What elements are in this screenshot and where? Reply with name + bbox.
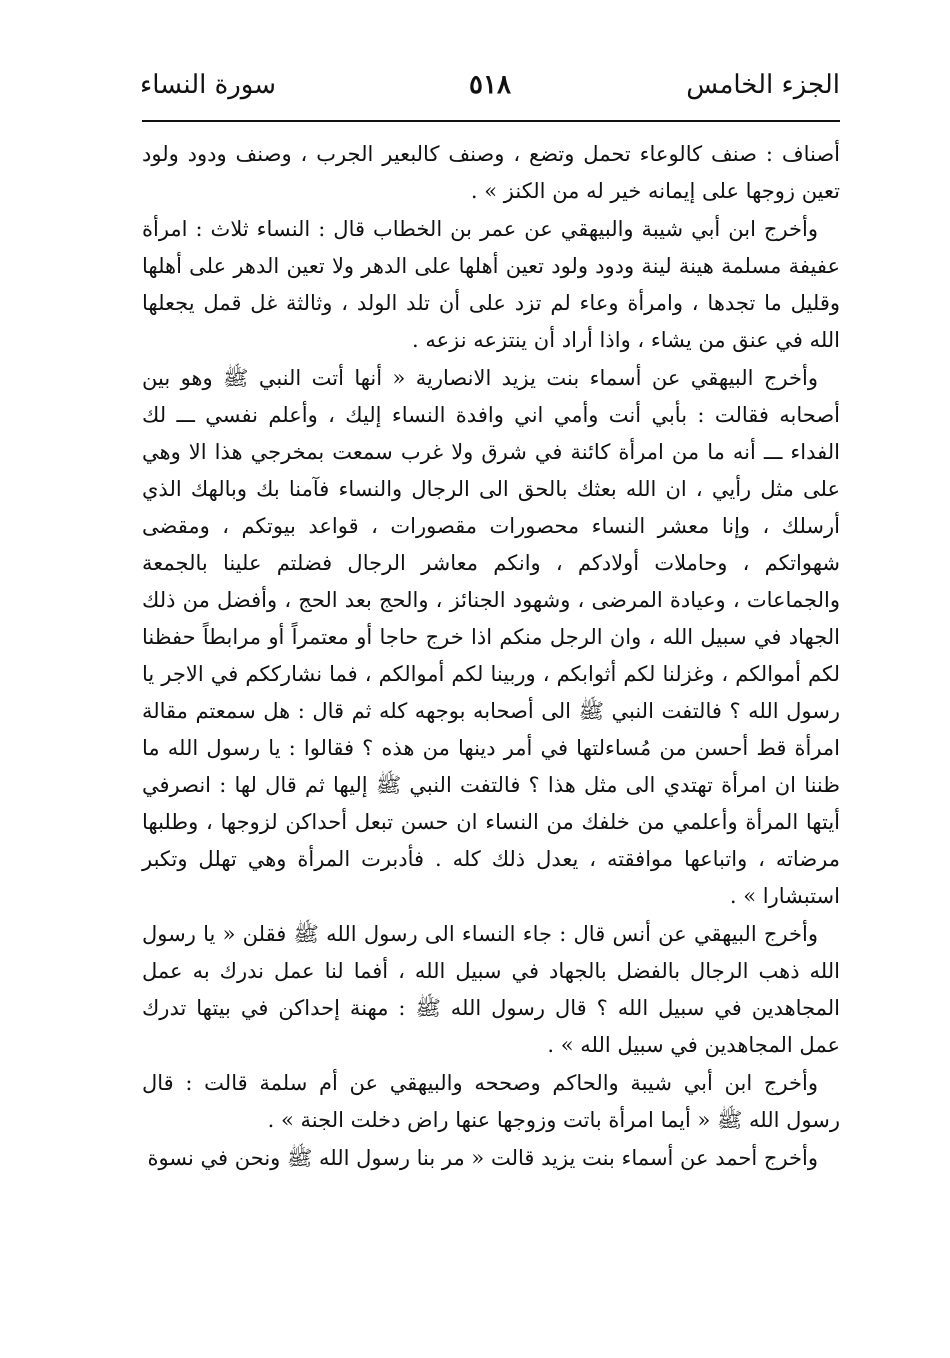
paragraph: وأخرج ابن أبي شيبة والبيهقي عن عمر بن الخطاب قال : النساء ثلاث : امرأة عفيفة مسلمة هينة لينة ودود ولود تعين أهلها على الدهر ولا تعين الدهر على أهلها وقليل ما تجدها ، وامرأة وعاء لم تزد على أن تلد الولد ، وثالثة غل قمل يجعلها الله في عنق من يشاء ، واذا أراد أن ينتزعه نزعه .: [142, 217, 840, 352]
paragraph: وأخرج البيهقي عن أنس قال : جاء النساء الى رسول الله ﷺ فقلن « يا رسول الله ذهب الرجال بالفضل بالجهاد في سبيل الله ، أفما لنا عمل ندرك به عمل المجاهدين في سبيل الله ؟ قال رسول الله ﷺ : مهنة إحداكن في بيتها تدرك عمل المجاهدين في سبيل الله » .: [142, 922, 840, 1057]
page-body: [142, 136, 840, 1177]
paragraph: وأخرج ابن أبي شيبة والحاكم وصححه والبيهقي عن أم سلمة قالت : قال رسول الله ﷺ « أيما امرأة باتت وزوجها عنها راض دخلت الجنة » .: [142, 1071, 840, 1132]
page-header: [140, 62, 840, 112]
paragraph: وأخرج أحمد عن أسماء بنت يزيد قالت « مر بنا رسول الله ﷺ ونحن في نسوة: [147, 1146, 818, 1170]
header-divider: [142, 120, 840, 122]
page-number: ٥١٨: [469, 70, 511, 100]
paragraph: وأخرج البيهقي عن أسماء بنت يزيد الانصارية « أنها أتت النبي ﷺ وهو بين أصحابه فقالت : بأبي أنت وأمي اني وافدة النساء إليك ، وأعلم نفسي ـــ لك الفداء ـــ أنه ما من امرأة كائنة في شرق ولا غرب سمعت بمخرجي هذا الا وهي على مثل رأيي ، ان الله بعثك بالحق الى الرجال والنساء فآمنا بك وبالهك الذي أرسلك ، وإنا معشر النساء محصورات مقصورات ، قواعد بيوتكم ، ومقضى شهواتكم ، وحاملات أولادكم ، وانكم معاشر الرجال فضلتم علينا بالجمعة والجماعات ، وعيادة المرضى ، وشهود الجنائز ، والحج بعد الحج ، وأفضل من ذلك الجهاد في سبيل الله ، وان الرجل منكم اذا خرج حاجا أو معتمراً أو مرابطاً حفظنا لكم أموالكم ، وغزلنا لكم أثوابكم ، وربينا لكم أموالكم ، فما نشارككم في الاجر يا رسول الله ؟ فالتفت النبي ﷺ الى أصحابه بوجهه كله ثم قال : هل سمعتم مقالة امرأة قط أحسن من مُساءلتها في أمر دينها من هذه ؟ فقالوا : يا رسول الله ما ظننا ان امرأة تهتدي الى مثل هذا ؟ فالتفت النبي ﷺ إليها ثم قال لها : انصرفي أيتها المرأة وأعلمي من خلفك من النساء ان حسن تبعل أحداكن لزوجها ، وطلبها مرضاته ، واتباعها موافقته ، يعدل ذلك كله . فأدبرت المرأة وهي تهلل وتكبر استبشارا » .: [142, 366, 840, 908]
part-title: الجزء الخامس: [686, 70, 840, 100]
surah-title: سورة النساء: [140, 70, 276, 100]
paragraph: أصناف : صنف كالوعاء تحمل وتضع ، وصنف كالبعير الجرب ، وصنف ودود ولود تعين زوجها على إيمانه خير له من الكنز » .: [142, 142, 840, 203]
